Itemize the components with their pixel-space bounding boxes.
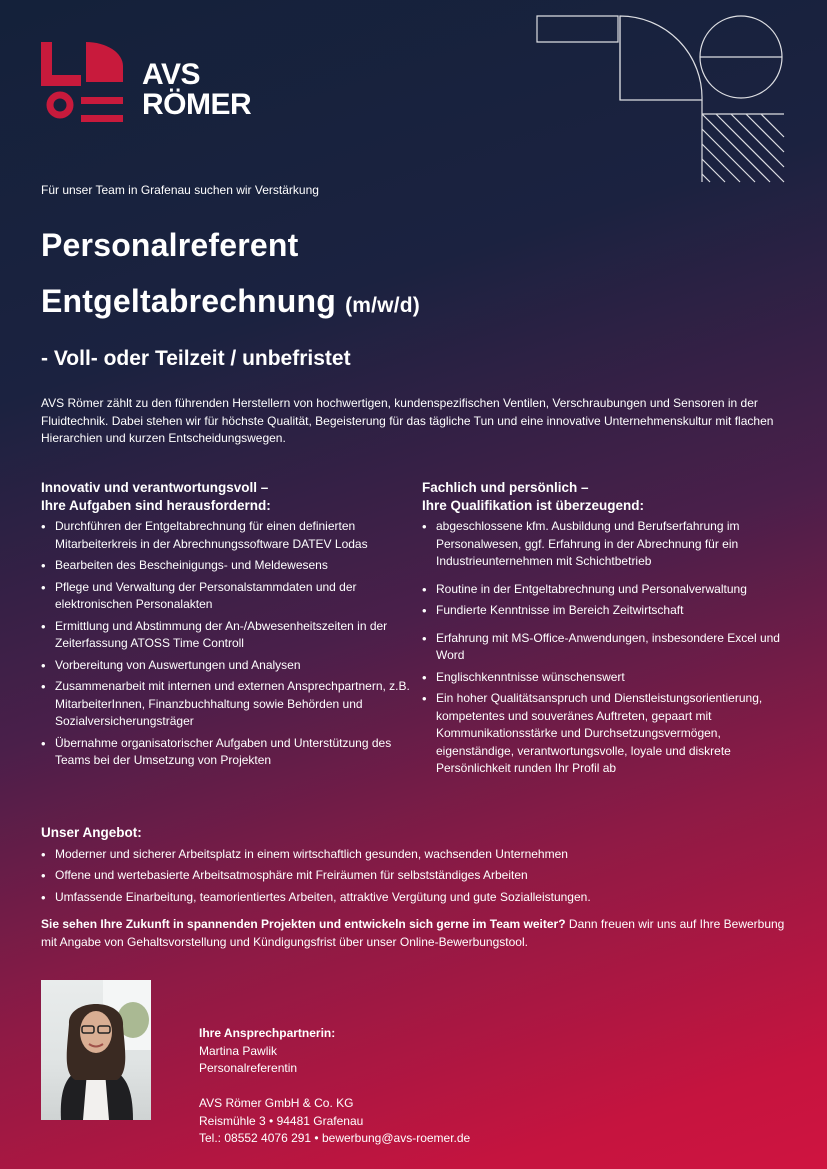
tasks-heading-line1: Innovativ und verantwortungsvoll – [41,480,269,495]
list-item: • Ermittlung und Abstimmung der An-/Abwesenheitszeiten in der Zeiterfassung ATOSS Time Controll [41,618,411,653]
contact-block [199,1025,470,1148]
tasks-list [41,518,411,770]
list-item: • Bearbeiten des Bescheinigungs- und Meldewesens [41,557,411,575]
company-paragraph: AVS Römer zählt zu den führenden Herstellern von hochwertigen, kundenspezifischen Ventilen, Verschraubungen und Sensoren in der Fluidtechnik. Dabei stehen wir für höchste Qualität, Begeisterung für das tägliche Tun und eine innovative Unternehmenskultur mit flachen Hierarchien und kurzen Entscheidungswegen. [41,396,774,445]
list-item: • Erfahrung mit MS-Office-Anwendungen, insbesondere Excel und Word [422,630,794,665]
list-item: • Ein hoher Qualitätsanspruch und Dienstleistungsorientierung, kompetentes und souveränes Auftreten, gepaart mit Kommunikationsstärke und Durchsetzungsvermögen, eigenständige, verantwortungsvolle, loyale und diskrete Persönlichkeit runden Ihr Profil ab [422,690,794,778]
list-item: • abgeschlossene kfm. Ausbildung und Berufserfahrung im Personalwesen, ggf. Erfahrung in der Abrechnung für ein Industrieunternehmen mit Schichtbetrieb [422,518,794,571]
tasks-section [41,479,411,774]
contact-phone-email: Tel.: 08552 4076 291 • bewerbung@avs-roemer.de [199,1131,471,1145]
brand-name-line1: AVS [142,58,200,91]
contact-address: Reismühle 3 • 94481 Grafenau [199,1113,364,1128]
offer-list [41,846,801,907]
contact-label-text: Ihre Ansprechpartnerin: [199,1026,336,1040]
contact-gap [199,1078,470,1096]
qualifications-heading [422,479,794,514]
list-item: • Routine in der Entgeltabrechnung und Personalverwaltung [422,581,794,599]
list-item: • Vorbereitung von Auswertungen und Analysen [41,657,411,675]
brand-wordmark [142,60,251,120]
contact-person-photo-icon [41,980,151,1120]
intro-line: Für unser Team in Grafenau suchen wir Verstärkung [41,183,319,197]
qualifications-heading-line2: Ihre Qualifikation ist überzeugend: [422,497,645,513]
list-item: • Moderner und sicherer Arbeitsplatz in einem wirtschaftlich gesunden, wachsenden Unternehmen [41,846,801,864]
list-item: • Übernahme organisatorischer Aufgaben und Unterstützung des Teams bei der Umsetzung von Projekten [41,735,411,770]
closing-text: Dann freuen wir uns auf Ihre Bewerbung mit Angabe von Gehaltsvorstellung und Kündigungsfrist über unser Online-Bewerbungstool. [41,917,785,949]
avs-roemer-logo-icon [41,42,123,124]
list-item: • Durchführen der Entgeltabrechnung für einen definierten Mitarbeiterkreis in der Abrechnungssoftware DATEV Lodas [41,518,411,553]
list-item: • Umfassende Einarbeitung, teamorientiertes Arbeiten, attraktive Vergütung und gute Sozialleistungen. [41,889,801,907]
closing-paragraph [41,916,801,951]
brand-name-line2: RÖMER [142,88,252,121]
job-title-suffix: (m/w/d) [345,294,420,317]
list-item: • Zusammenarbeit mit internen und externen Ansprechpartnern, z.B. MitarbeiterInnen, Finanzbuchhaltung sowie Behörden und Sozialversicherungsträger [41,678,411,731]
offer-heading: Unser Angebot: [41,825,142,840]
contact-name: Martina Pawlik [199,1043,278,1058]
contact-label [199,1025,470,1043]
closing-bold: Sie sehen Ihre Zukunft in spannenden Projekten und entwickeln sich gerne im Team weiter? [41,917,566,931]
offer-section [41,824,801,910]
employment-type: - Voll- oder Teilzeit / unbefristet [41,347,351,370]
contact-role: Personalreferentin [199,1061,298,1075]
contact-company: AVS Römer GmbH & Co. KG [199,1096,354,1110]
list-item: • Pflege und Verwaltung der Personalstammdaten und der elektronischen Personalakten [41,579,411,614]
job-title-line1: Personalreferent [41,227,299,263]
list-item: • Offene und wertebasierte Arbeitsatmosphäre mit Freiräumen für selbstständiges Arbeiten [41,867,801,885]
qualifications-section [422,479,794,782]
qualifications-heading-line1: Fachlich und persönlich – [422,480,589,495]
tasks-heading-line2: Ihre Aufgaben sind herausfordernd: [41,497,271,513]
list-item: • Fundierte Kenntnisse im Bereich Zeitwirtschaft [422,602,794,620]
qualifications-list [422,518,794,778]
job-title-main: Entgeltabrechnung [41,283,336,319]
geometric-lines-icon [536,14,788,184]
list-item: • Englischkenntnisse wünschenswert [422,669,794,687]
job-title-line2 [41,283,420,320]
tasks-heading [41,479,411,514]
